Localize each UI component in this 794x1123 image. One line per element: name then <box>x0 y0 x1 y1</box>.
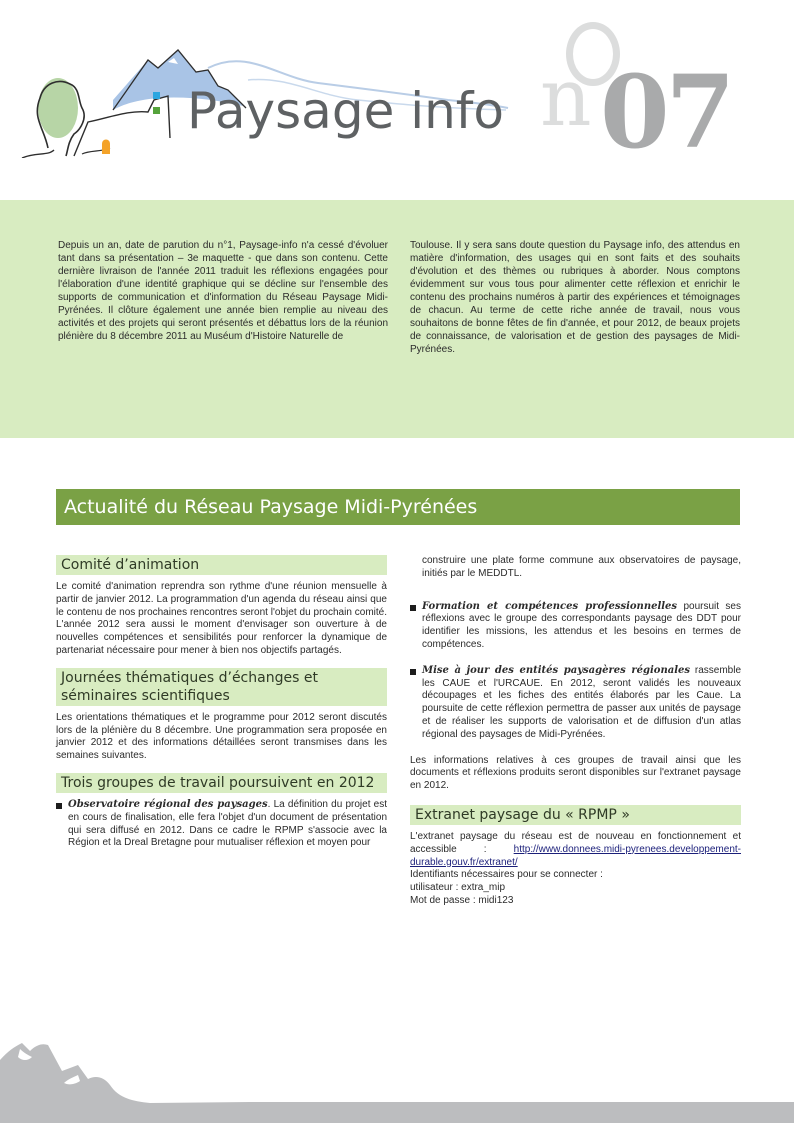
extranet-body <box>410 831 741 869</box>
masthead <box>0 0 794 200</box>
issue-prefix: n <box>540 51 592 144</box>
bullet-square-icon <box>410 605 416 611</box>
bullet-square-icon <box>56 803 62 809</box>
observatoire-continuation: construire une plate forme commune aux observatoires de paysage, initiés par le MEDDTL. <box>422 555 741 579</box>
bullet-text: . La définition du projet est en cours de finalisation, elle fera l'objet d'un document de présentation qui sera diffusé en 2012. Dans ce cadre le RPMP s'associe avec la Région et la Dreal Bretagne pour mutualiser réflexion et moyen pour <box>68 798 387 849</box>
extranet-link[interactable]: http://www.donnees.midi-pyrenees.developpement-durable.gouv.fr/extranet/ <box>410 843 741 868</box>
list-item-formation <box>410 601 741 652</box>
section-title-bar: Actualité du Réseau Paysage Midi-Pyrénées <box>56 489 740 525</box>
extranet-intro: L'extranet paysage du réseau est de nouveau en fonctionnement et accessible : <box>410 830 741 855</box>
list-item-observatoire <box>56 799 387 850</box>
password-line: Mot de passe : midi123 <box>410 894 514 906</box>
journees-body: Les orientations thématiques et le programme pour 2012 seront discutés lors de la plénière du 8 décembre. Une programmation sera proposée en janvier 2012 et des informations détaillées seront transmises dans les semaines suivantes. <box>56 711 387 762</box>
bullet-title: Formation et compétences professionnelles <box>422 600 678 612</box>
comite-body: Le comité d'animation reprendra son rythme d'une réunion mensuelle à partir de janvier 2012. La programmation d'un agenda du réseau ainsi que le contenu de nos prochaines rencontres seront l'objet du prochain comité. L'année 2012 sera aussi le moment d'envisager son ouverture à de nouvelles compétences et sensibilités pour renforcer la dynamique de partenariat nécessaire pour mener à bien nos objectifs partagés. <box>56 581 387 656</box>
heading-groupes: Trois groupes de travail poursuivent en 2012 <box>56 773 387 793</box>
bullet-text: rassemble les CAUE et l'URCAUE. En 2012, seront validés les nouveaux découpages et les fiches des entités élaborés par les Caue. La poursuite de cette réflexion permettra de passer aux unités de paysage et de réaliser les supports de valorisation et de diffusion d'un atlas régional des paysages de Midi-Pyrénées. <box>422 664 742 740</box>
groupes-closing: Les informations relatives à ces groupes de travail ainsi que les documents et réflexions produits seront disponibles sur l'extranet paysage en 2012. <box>410 754 741 792</box>
credentials-label: Identifiants nécessaires pour se connecter : <box>410 869 603 881</box>
newsletter-title: Paysage info <box>187 82 504 140</box>
intro-text-left: Depuis un an, date de parution du n°1, Paysage-info n'a cessé d'évoluer tant dans sa présentation – 3e maquette - que dans son contenu. Cette dernière livraison de l'année 2011 traduit les réflexions engagées pour l'élaboration d'une identité graphique qui se décline sur l'ensemble des supports de communication et d'information du Réseau Paysage Midi-Pyrénées. Il clôture également une année bien remplie au niveau des activités et des projets qui seront présentés et débattus lors de la réunion plénière du 8 décembre 2011 au Muséum d'Histoire Naturelle de <box>58 240 388 342</box>
intro-band <box>0 200 794 438</box>
heading-comite: Comité d’animation <box>56 555 387 575</box>
right-column <box>410 555 741 908</box>
issue-number: 07 <box>600 53 732 171</box>
bullet-text: poursuit ses réflexions avec le groupe des correspondants paysage des DDT pour identifier les missions, les attendus et les besoins en termes de compétences. <box>422 600 741 650</box>
bullet-square-icon <box>410 669 416 675</box>
footer-mountain-icon <box>0 1025 794 1123</box>
heading-extranet: Extranet paysage du « RPMP » <box>410 805 741 825</box>
bullet-title: Mise à jour des entités paysagères régionales <box>422 664 690 676</box>
username-line: utilisateur : extra_mip <box>410 882 506 894</box>
intro-text-right: Toulouse. Il y sera sans doute question du Paysage info, des attendus en matière d'information, des usages qui en sont faits et des souhaits d'évolution et des thèmes ou rubriques à aborder. Nous comptons évidemment sur vous tous pour alimenter cette réflexion et enrichir le contenu des prochains numéros à partir des expériences et témoignages de chacun. Au terme de cette riche année de travail, nous vous souhaitons de bonne fêtes de fin d'année, et pour 2012, de beaux projets de connaissance, de valorisation et de gestion des paysages de Midi-Pyrénées. <box>410 240 740 355</box>
left-column <box>56 555 387 863</box>
heading-journees: Journées thématiques d’échanges et séminaires scientifiques <box>56 668 387 706</box>
list-item-entites <box>410 665 741 742</box>
bullet-title: Observatoire régional des paysages <box>68 798 268 810</box>
